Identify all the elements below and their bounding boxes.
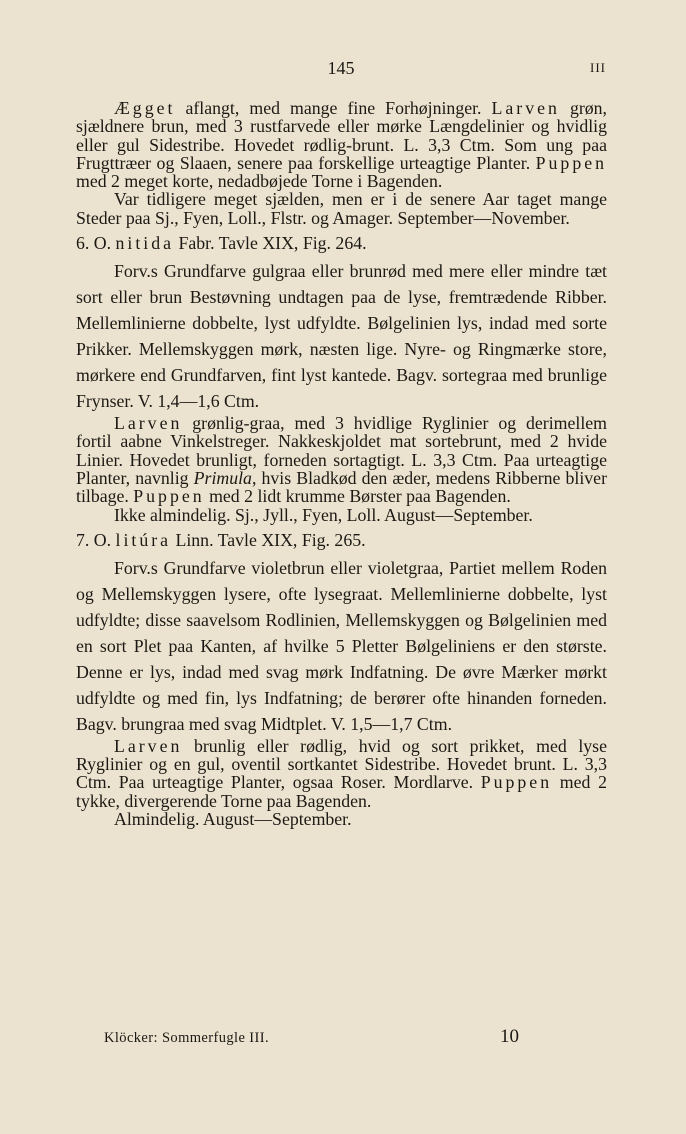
pupa-text: med 2 lidt krumme Børster paa Bagenden.	[204, 486, 511, 507]
distribution-paragraph: Almindelig. August—September.	[114, 809, 352, 830]
description-paragraph: Forv.s Grundfarve violetbrun eller violetgraa, Partiet mellem Roden og Mellemskyggen lysere, ofte lysegraat. Mellemlinierne dobbelte, lyst udfyldte; disse saavelsom Rodlinien, Mellemskyggen og Bølgelinien med en sort Plet paa Kanten, af hvilke 5 Pletter Bølgeliniens er den største. Denne er lys, indad med svag mørk Indfatning. De øvre Mærker mørkt udfyldte og med fin, lys Indfatning; de berører ofte hinanden forneden. Bagv. brungraa med svag Midtplet. V. 1,5—1,7 Ctm.	[76, 557, 607, 734]
species-reference: Linn. Tavle XIX, Fig. 265.	[171, 529, 366, 550]
larva-paragraph	[76, 414, 607, 505]
pupa-text: med 2 meget korte, nedadbøjede Torne i Bagenden.	[76, 171, 443, 192]
larva-text: brunlig eller rødlig, hvid og sort prikket, med lyse Ryglinier og en gul, oventil sortkantet Sidestribe. Hovedet brunt. L. 3,3 Ctm. Paa urteagtige Planter, ogsaa Roser. Mordlarve.	[76, 735, 607, 793]
species-number: 7. O.	[76, 529, 116, 550]
larva-paragraph	[76, 737, 607, 810]
egg-label: Ægget	[114, 98, 176, 118]
species-heading	[76, 233, 607, 253]
larva-label: Larven	[491, 98, 560, 118]
egg-larva-paragraph	[76, 99, 607, 190]
pupa-label: Puppen	[133, 486, 205, 507]
larva-text-cont: , hvis Bladkød den æder, medens Ribberne bliver tilbage.	[76, 467, 607, 507]
species-heading	[76, 530, 607, 550]
sheet-number: 10	[500, 1026, 519, 1047]
page-body	[76, 99, 607, 828]
species-name: litúra	[115, 529, 172, 550]
plant-name: Primula	[193, 467, 252, 488]
egg-text: aflangt, med mange fine Forhøjninger.	[175, 98, 492, 118]
page-header	[76, 58, 606, 82]
distribution-paragraph: Var tidligere meget sjælden, men er i de senere Aar taget mange Steder paa Sj., Fyen, Loll., Flstr. og Amager. September—November.	[76, 189, 607, 228]
larva-label: Larven	[114, 413, 183, 434]
larva-text: grøn, sjældnere brun, med 3 rustfarvede eller mørke Længdelinier og hvidlig eller gul Sidestribe. Hovedet rødlig-brunt. L. 3,3 Ctm. Som ung paa Frugttræer og Slaaen, senere paa forskellige urteagtige Planter.	[76, 98, 607, 173]
pupa-text: med 2 tykke, divergerende Torne paa Bagenden.	[76, 772, 607, 811]
pupa-label: Puppen	[535, 152, 607, 173]
page-footer	[76, 1026, 607, 1050]
distribution-paragraph: Ikke almindelig. Sj., Jyll., Fyen, Loll. August—September.	[114, 504, 533, 525]
footer-signature: Klöcker: Sommerfugle III.	[104, 1030, 270, 1046]
larva-text: grønlig-graa, med 3 hvidlige Ryglinier og derimellem fortil aabne Vinkelstreger. Nakkeskjoldet mat sortebrunt, med 2 hvide Linier. Hovedet brunligt, forneden sortagtigt. L. 3,3 Ctm. Paa urteagtige Planter, navnlig	[76, 413, 607, 488]
species-number: 6. O.	[76, 233, 116, 254]
description-paragraph: Forv.s Grundfarve gulgraa eller brunrød med mere eller mindre tæt sort eller brun Bestøvning undtagen paa de lyse, fremtrædende Ribber. Mellemlinierne dobbelte, lyst udfyldte. Bølgelinien lys, indad med sorte Prikker. Mellemskyggen mørk, næsten lige. Nyre- og Ringmærke store, mørkere end Grundfarven, fint lyst kantede. Bagv. sortegraa med brunlige Frynser. V. 1,4—1,6 Ctm.	[76, 261, 607, 412]
species-reference: Fabr. Tavle XIX, Fig. 264.	[174, 233, 367, 254]
signature-mark: III	[590, 60, 606, 75]
larva-label: Larven	[114, 735, 183, 756]
page-number: 145	[327, 58, 355, 78]
species-name: nitida	[115, 233, 175, 254]
pupa-label: Puppen	[480, 772, 553, 793]
